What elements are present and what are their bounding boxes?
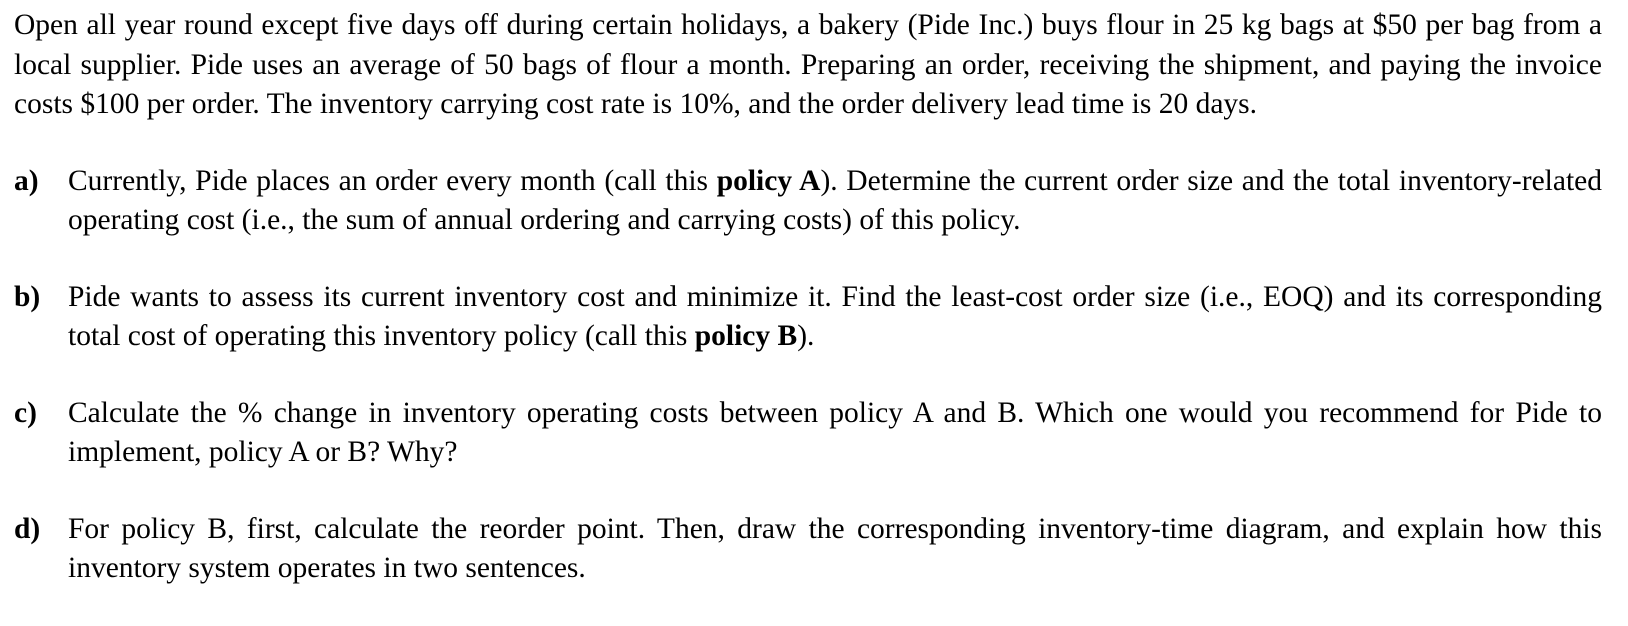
question-b-text-after: ). [797, 320, 815, 352]
question-a-text [68, 162, 1602, 240]
question-b-label: b) [14, 281, 41, 313]
question-a-text-before: Currently, Pide places an order every month (call this [68, 165, 717, 197]
question-a-text-after: ). Determine the current order size and the total inventory-related operating cost (i.e., the sum of annual ordering and carrying costs) of this policy. [68, 165, 1602, 236]
question-c-label: c) [14, 397, 37, 429]
question-a [14, 162, 1602, 240]
question-b-text-before: Pide wants to assess its current inventory cost and minimize it. Find the least-cost order size (i.e., EOQ) and its corresponding total cost of operating this inventory policy (call this [68, 281, 1602, 352]
question-b-text [68, 278, 1602, 356]
question-d [14, 510, 1602, 588]
question-b [14, 278, 1602, 356]
question-d-label: d) [14, 513, 41, 545]
question-c [14, 394, 1602, 472]
question-c-text: Calculate the % change in inventory operating costs between policy A and B. Which one would you recommend for Pide to implement, policy A or B? Why? [68, 397, 1602, 468]
question-b-policy-bold: policy B [694, 320, 798, 352]
problem-intro: Open all year round except five days off during certain holidays, a bakery (Pide Inc.) buys flour in 25 kg bags at $50 per bag from a local supplier. Pide uses an average of 50 bags of flour a month. Preparing an order, receiving the shipment, and paying the invoice costs $100 per order. The inventory carrying cost rate is 10%, and the order delivery lead time is 20 days. [14, 9, 1602, 120]
question-d-text: For policy B, first, calculate the reorder point. Then, draw the corresponding inventory-time diagram, and explain how this inventory system operates in two sentences. [68, 513, 1602, 584]
question-a-label: a) [14, 165, 39, 197]
question-a-policy-bold: policy A [716, 165, 821, 197]
